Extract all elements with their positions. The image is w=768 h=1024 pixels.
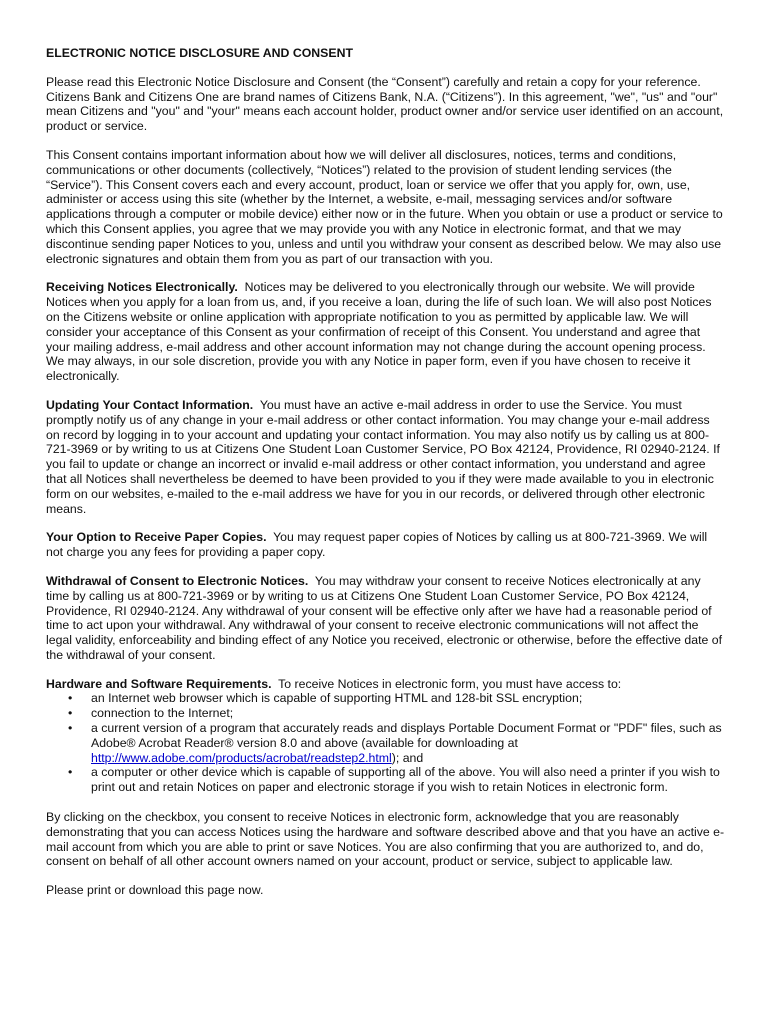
requirements-heading: Hardware and Software Requirements.: [46, 676, 272, 691]
disclosure-document: [46, 46, 726, 912]
list-item-text: an Internet web browser which is capable of supporting HTML and 128-bit SSL encryption;: [91, 691, 583, 706]
paper-copies-body: You may request paper copies of Notices by calling us at 800-721-3969. We will not charge you any fees for providing a paper copy.: [46, 530, 708, 560]
list-item: [46, 765, 726, 795]
closing-paragraph: By clicking on the checkbox, you consent to receive Notices in electronic form, acknowledge that you are reasonably demonstrating that you can access Notices using the hardware and software described above and that you have an active e-mail account from which you are able to print or save Notices. You are also confirming that you are authorized to, and do, consent on behalf of all other account owners named on your account, product or service, subject to applicable law.: [46, 810, 725, 869]
paper-copies-heading: Your Option to Receive Paper Copies.: [46, 530, 267, 545]
paper-copies-section: [46, 530, 726, 560]
updating-contact-section: [46, 398, 726, 516]
updating-contact-body: You must have an active e-mail address in order to use the Service. You must promptly notify us of any change in your e-mail address or other contact information. You may change your e-mail address on record by logging in to your account and updating your contact information. You may also notify us by calling us at 800-721-3969 or by writing to us at Citizens One Student Loan Customer Service, PO Box 42124, Providence, RI 02940-2124. If you fail to update or change an incorrect or invalid e-mail address or other contact information, you understand and agree that all Notices shall nevertheless be deemed to have been provided to you if they were made available to you in electronic form on our websites, e-mailed to the e-mail address we have for you in our records, or delivered through other electronic means.: [46, 397, 720, 516]
bullet-icon: •: [68, 721, 73, 736]
withdrawal-body: You may withdraw your consent to receive Notices electronically at any time by calling us at 800-721-3969 or by writing to us at Citizens One Student Loan Customer Service, PO Box 42124, Providence, RI 02940-2124. Any withdrawal of your consent will be effective only after we have had a reasonable period of time to act upon your withdrawal. Any withdrawal of your consent to receive electronic communications will not affect the legal validity, enforceability and binding effect of any Notice you received, electronic or otherwise, before the effective date of the withdrawal of your consent.: [46, 573, 723, 662]
requirements-section: [46, 677, 726, 795]
bullet-icon: •: [68, 691, 73, 706]
withdrawal-heading: Withdrawal of Consent to Electronic Notices.: [46, 573, 309, 588]
consent-scope-paragraph: This Consent contains important information about how we will deliver all disclosures, notices, terms and conditions, communications or other documents (collectively, “Notices”) related to the provision of student lending services (the “Service”). This Consent covers each and every account, product, loan or service we offer that you apply for, own, use, administer or access using this site (whether by the Internet, a website, e-mail, messaging services and/or software applications through a computer or mobile device) either now or in the future. When you obtain or use a product or service to which this Consent applies, you agree that we may provide you with any Notice in electronic format, and that we may discontinue sending paper Notices to you, unless and until you withdraw your consent as described below. We may also use electronic signatures and obtain them from you as part of our transaction with you.: [46, 147, 723, 266]
withdrawal-section: [46, 574, 726, 663]
pdf-item-text-end: ); and: [391, 750, 424, 765]
list-item: [46, 721, 726, 765]
pdf-item-text: a current version of a program that accurately reads and displays Portable Document Format or "PDF" files, such as Adobe® Acrobat Reader® version 8.0 and above (available for downloading at: [91, 721, 722, 750]
list-item-text: connection to the Internet;: [91, 706, 234, 721]
receiving-notices-body: Notices may be delivered to you electronically through our website. We will provide Notices when you apply for a loan from us, and, if you receive a loan, during the life of such loan. We will also post Notices on the Citizens website or online application with appropriate notification to you as permitted by applicable law. We will consider your acceptance of this Consent as your confirmation of receipt of this Consent. You understand and agree that your mailing address, e-mail address and other account information may not change during the account opening process. We may always, in our sole discretion, provide you with any Notice in paper form, even if you have chosen to receive it electronically.: [46, 280, 712, 384]
receiving-notices-section: [46, 280, 726, 384]
list-item: [46, 691, 726, 706]
bullet-icon: •: [68, 765, 73, 780]
bullet-icon: •: [68, 706, 73, 721]
requirements-list: [46, 691, 726, 795]
intro-paragraph: Please read this Electronic Notice Disclosure and Consent (the “Consent”) carefully and retain a copy for your reference. Citizens Bank and Citizens One are brand names of Citizens Bank, N.A. (“Citizens”). In this agreement, "we", "us" and "our" mean Citizens and "you" and "your" means each account holder, product owner and/or service user identified on an account, product or service.: [46, 74, 724, 134]
receiving-notices-heading: Receiving Notices Electronically.: [46, 280, 238, 295]
requirements-intro: [46, 677, 726, 692]
adobe-download-link[interactable]: http://www.adobe.com/products/acrobat/readstep2.html: [91, 750, 392, 765]
page-title: ELECTRONIC NOTICE DISCLOSURE AND CONSENT: [46, 46, 353, 60]
requirements-body: To receive Notices in electronic form, you must have access to:: [278, 676, 622, 691]
list-item: [46, 706, 726, 721]
print-instruction: Please print or download this page now.: [46, 883, 264, 898]
list-item-text: a computer or other device which is capable of supporting all of the above. You will also need a printer if you wish to print out and retain Notices on paper and electronic storage if you wish to retain Notices in electronic form.: [91, 765, 720, 795]
updating-contact-heading: Updating Your Contact Information.: [46, 397, 254, 412]
